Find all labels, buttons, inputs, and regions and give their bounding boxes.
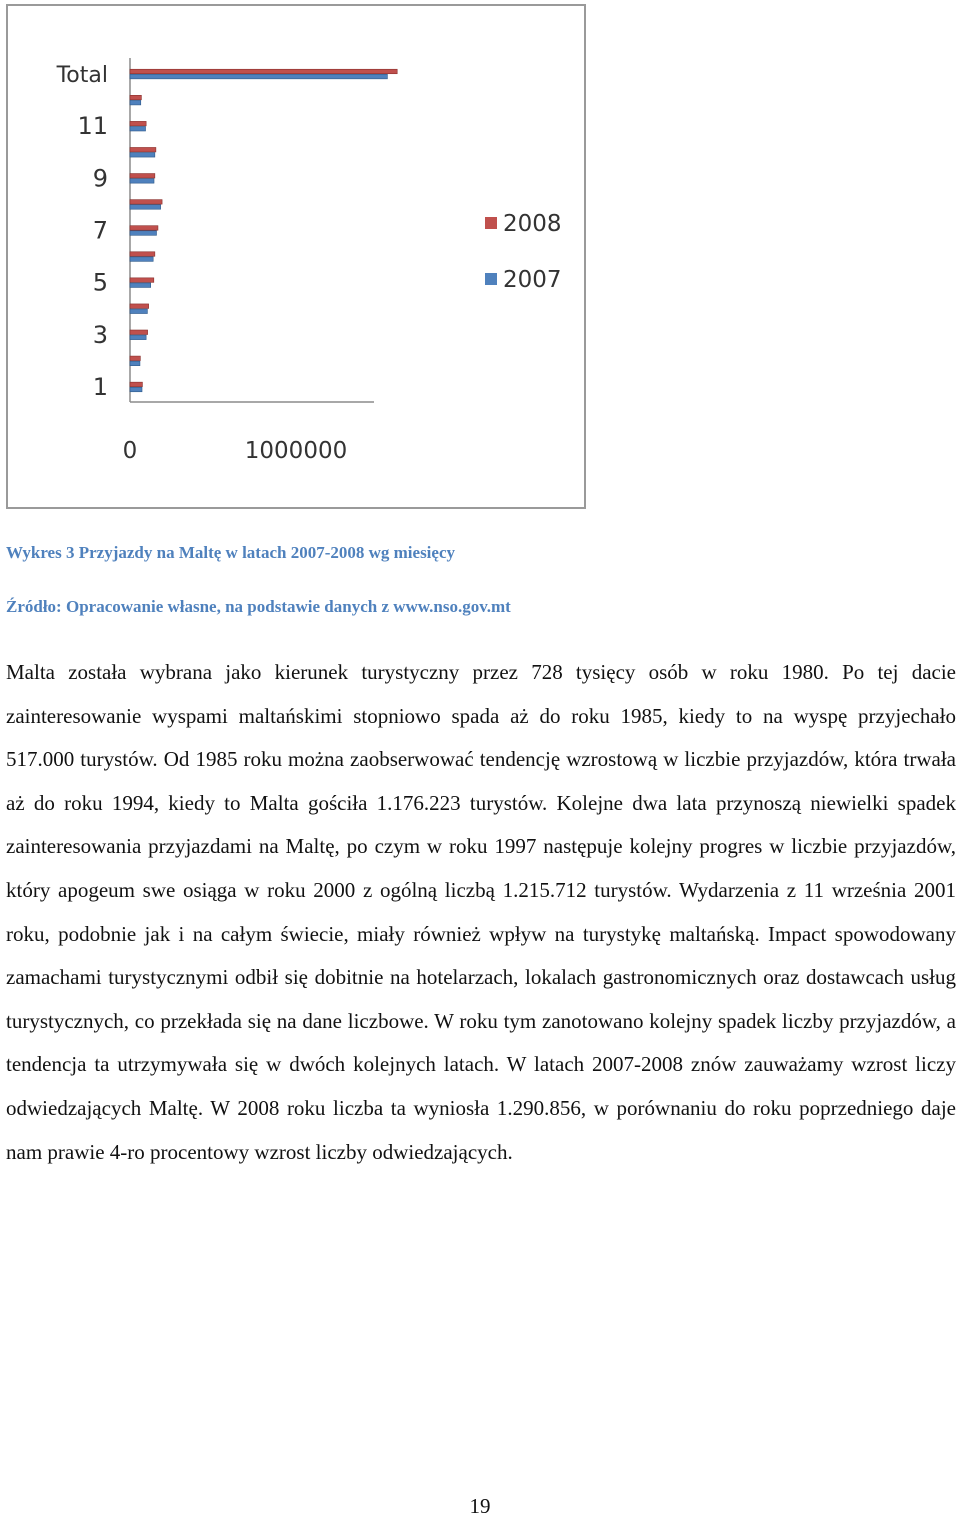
y-tick-label-9: 9	[92, 164, 108, 193]
bar-2007-3	[130, 335, 146, 340]
y-tick-label-11: 11	[77, 112, 108, 141]
bar-2008-5	[130, 278, 154, 283]
bar-2007-4	[130, 309, 147, 314]
bar-2008-1	[130, 382, 142, 387]
x-tick-label-0: 0	[122, 438, 138, 464]
bar-2008-Total	[130, 69, 397, 74]
bar-2007-6	[130, 257, 153, 262]
bar-2008-3	[130, 330, 148, 335]
bar-2007-9	[130, 179, 154, 184]
bar-2007-1	[130, 387, 142, 392]
figure-caption: Wykres 3 Przyjazdy na Maltę w latach 2007-2008 wg miesięcy	[6, 543, 455, 562]
legend-label-2007: 2007	[503, 267, 562, 293]
bar-2008-4	[130, 304, 149, 309]
bar-2007-10	[130, 153, 155, 158]
bar-2008-11	[130, 121, 146, 126]
figure-source: Źródło: Opracowanie własne, na podstawie danych z www.nso.gov.mt	[6, 597, 511, 616]
bar-2008-2	[130, 356, 140, 361]
bar-chart	[8, 6, 584, 507]
bar-2008-9	[130, 174, 155, 179]
bar-2007-8	[130, 205, 161, 210]
legend-swatch-2007	[485, 273, 497, 285]
y-tick-label-total: Total	[56, 63, 108, 89]
bar-2008-8	[130, 200, 162, 205]
legend-swatch-2008	[485, 217, 497, 229]
bar-2007-11	[130, 126, 146, 131]
x-tick-label-1000000: 1000000	[244, 438, 348, 464]
bar-2007-5	[130, 283, 151, 288]
body-paragraph: Malta została wybrana jako kierunek turystyczny przez 728 tysięcy osób w roku 1980. Po tej dacie zainteresowanie wyspami maltańskimi stopniowo spada aż do roku 1985, kiedy to na wyspę przyjechało 517.000 turystów. Od 1985 roku można zaobserwować tendencję wzrostową w liczbie przyjazdów, która trwała aż do roku 1994, kiedy to Malta gościła 1.176.223 turystów. Kolejne dwa lata przynoszą niewielki spadek zainteresowania przyjazdami na Maltę, po czym w roku 1997 następuje kolejny progres w liczbie przyjazdów, który apogeum swe osiąga w roku 2000 z ogólną liczbą 1.215.712 turystów. Wydarzenia z 11 września 2001 roku, podobnie jak i na całym świecie, miały również wpływ na turystykę maltańską. Impact spowodowany zamachami turystycznymi odbił się dobitnie na hotelarzach, lokalach gastronomicznych oraz dostawcach usług turystycznych, co przekłada się na dane liczbowe. W roku tym zanotowano kolejny spadek liczby przyjazdów, a tendencja ta utrzymywała się w dwóch kolejnych latach. W latach 2007-2008 znów zauważamy wzrost liczy odwiedzających Maltę. W 2008 roku liczba ta wyniosła 1.290.856, w porównaniu do roku poprzedniego daje nam prawie 4-ro procentowy wzrost liczby odwiedzających.	[6, 660, 956, 1164]
bar-2007-Total	[130, 74, 387, 79]
y-tick-label-1: 1	[92, 372, 108, 401]
bar-2007-2	[130, 361, 140, 366]
y-tick-label-7: 7	[92, 216, 108, 245]
chart-frame	[6, 4, 586, 509]
bar-2007-12	[130, 100, 141, 105]
bar-2008-6	[130, 252, 155, 257]
y-tick-label-5: 5	[92, 268, 108, 297]
y-tick-label-3: 3	[92, 320, 108, 349]
bar-2008-12	[130, 95, 141, 100]
legend-label-2008: 2008	[503, 211, 562, 237]
bar-2008-7	[130, 226, 158, 231]
bar-2007-7	[130, 231, 156, 236]
page-number: 19	[469, 1494, 491, 1518]
bar-2008-10	[130, 147, 156, 152]
